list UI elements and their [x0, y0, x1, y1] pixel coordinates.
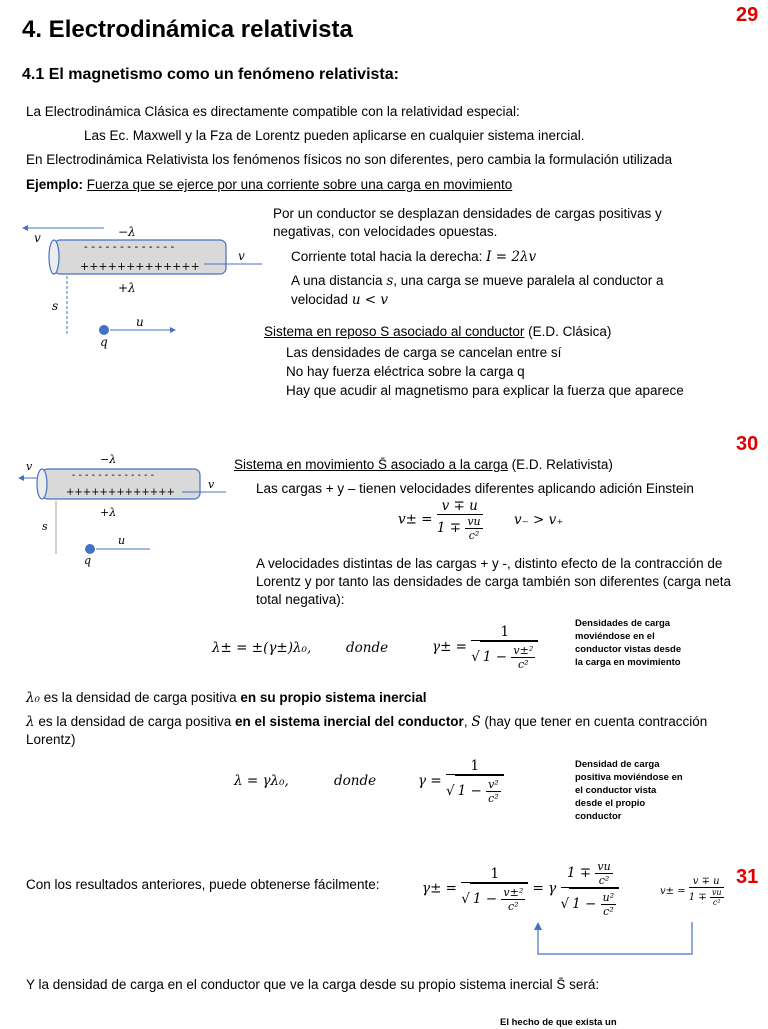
- gamma-pm-den: √ 1 − $\frac{\text{v±²}}{\text{c²}}$: [471, 641, 538, 671]
- result-den2-fraction: [601, 891, 617, 918]
- result-num2-num: vu: [597, 860, 611, 873]
- gamma-pm-den-num: v±²: [513, 644, 534, 657]
- result-one: 1: [461, 866, 528, 883]
- result-num-2: [561, 860, 620, 888]
- gamma-fraction: [446, 758, 504, 805]
- label-v-left: v: [34, 231, 41, 245]
- gamma-den-den: c²: [488, 792, 499, 805]
- label-q: q: [100, 335, 108, 349]
- moving-system-title: Sistema en movimiento S̄ asociado a la carga: [234, 457, 508, 472]
- gamma-pm-den-fraction: [511, 644, 535, 671]
- page-number-29: 29: [736, 4, 759, 26]
- donde-2: donde: [334, 773, 377, 789]
- section-subtitle: 4.1 El magnetismo como un fenómeno relativista:: [22, 66, 399, 83]
- example-label: Ejemplo:: [26, 177, 84, 192]
- velocity-text: velocidad: [291, 292, 349, 307]
- label-v-right: v: [238, 249, 245, 263]
- label-minus-lambda: −λ: [118, 225, 136, 239]
- connector-arrow-head: [534, 922, 542, 930]
- small-den-num: vu: [711, 888, 722, 897]
- vpm-den-fraction: [465, 515, 482, 542]
- result-den-1: √ 1 − $\frac{\text{v±²}}{\text{c²}}$: [461, 883, 528, 913]
- label-minus-lambda-2: −λ: [100, 453, 117, 466]
- connector-line: [538, 922, 692, 954]
- result-den2-a: 1 −: [572, 896, 597, 912]
- lambda0-text: es la densidad de carga positiva: [43, 690, 237, 705]
- gamma-den-fraction: [486, 778, 501, 805]
- vpm-den-num: vu: [467, 515, 481, 528]
- charge-q-2: [85, 544, 95, 554]
- lambda-symbol: λ: [26, 714, 35, 730]
- small-den-fraction: [710, 888, 724, 907]
- gamma-den-num: v²: [488, 778, 499, 791]
- lambda-formula: λ = γλ₀,: [234, 773, 289, 789]
- gamma-pm-den-a: 1 −: [482, 649, 508, 665]
- results-text: Con los resultados anteriores, puede obtenerse fácilmente:: [26, 877, 380, 892]
- small-velocity-formula: [660, 876, 724, 907]
- small-den-a: 1 ∓: [688, 892, 707, 903]
- small-fraction: [689, 876, 724, 907]
- distance-text: A una distancia: [291, 273, 383, 288]
- lambda-line: [26, 713, 756, 749]
- intro-line-1: La Electrodinámica Clásica es directamente compatible con la relatividad especial:: [26, 104, 520, 119]
- current-line: [291, 248, 536, 266]
- distance-text-2: , una carga se mueve paralela al conductor a: [393, 273, 664, 288]
- gamma-pm-lhs: γ± =: [432, 639, 467, 655]
- label-u-2: u: [118, 534, 126, 547]
- small-den-den: c²: [712, 898, 721, 907]
- einstein-text: Las cargas + y – tienen velocidades diferentes aplicando adición Einstein: [256, 481, 694, 496]
- distance-line-text: [291, 272, 663, 290]
- small-den: [689, 888, 724, 907]
- donde-1: donde: [346, 640, 389, 656]
- velocity-compare: v₋ > v₊: [514, 512, 564, 528]
- result-den1-fraction: [501, 886, 525, 913]
- vpm-numerator: v ∓ u: [437, 498, 483, 515]
- gamma-den: √ 1 − $\frac{\text{v²}}{\text{c²}}$: [446, 775, 504, 805]
- result-fraction-2: [561, 860, 620, 918]
- label-v-right-2: v: [208, 478, 215, 491]
- small-num: v ∓ u: [689, 876, 724, 888]
- rest-system-line: [264, 323, 611, 341]
- lambda-pm-formula: λ± = ±(γ±)λ₀,: [212, 640, 312, 656]
- lambda0-symbol: λ₀: [26, 690, 40, 706]
- label-v-left-2: v: [26, 460, 33, 473]
- page-number-30: 30: [736, 433, 759, 455]
- plus-charge-row: +++++++++++++: [80, 260, 200, 273]
- label-plus-lambda-2: +λ: [100, 506, 117, 519]
- rest-system-suffix: (E.D. Clásica): [528, 324, 612, 339]
- result-eq-gamma: = γ: [532, 880, 557, 897]
- rest-item-1: Las densidades de carga se cancelan entre sí: [286, 345, 562, 360]
- charge-q: [99, 325, 109, 335]
- conductor-end-cap: [49, 240, 59, 274]
- distance-var: s: [386, 273, 394, 289]
- velocity-addition-formula: [398, 498, 483, 542]
- rest-item-2: No hay fuerza eléctrica sobre la carga q: [286, 364, 525, 379]
- rest-item-3: Hay que acudir al magnetismo para explicar la fuerza que aparece: [286, 383, 684, 398]
- lambda0-line: [26, 689, 426, 707]
- conductor-end-cap-2: [37, 469, 47, 499]
- result-den2-den: c²: [603, 905, 614, 918]
- result-den-2: √ 1 − $\frac{\text{u²}}{\text{c²}}$: [561, 888, 620, 918]
- current-equation: I = 2λv: [486, 249, 537, 265]
- density-text: Y la densidad de carga en el conductor que ve la carga desde su propio sistema inercial S̄ será:: [26, 977, 600, 992]
- page-title: 4. Electrodinámica relativista: [22, 16, 353, 43]
- conductor-diagram-1: [14, 220, 264, 350]
- vpm-fraction: [437, 498, 483, 542]
- left-arrow-head-2: [18, 475, 24, 481]
- lambda-comma: ,: [463, 714, 468, 729]
- gamma-pm-result-formula: [422, 860, 619, 918]
- cut-note: El hecho de que exista un: [500, 1017, 617, 1028]
- gamma-formula: [418, 758, 504, 805]
- vpm-denominator: [437, 515, 483, 542]
- conductor-description: Por un conductor se desplazan densidades de cargas positivas y negativas, con velocidades opuestas.: [273, 206, 662, 239]
- lambda-text: es la densidad de carga positiva: [38, 714, 232, 729]
- conductor-diagram-2: [12, 450, 227, 570]
- result-num2-a: 1 ∓: [566, 865, 592, 881]
- lambda-s: S: [471, 714, 481, 730]
- result-den1-a: 1 −: [472, 890, 498, 907]
- result-den1-num: v±²: [503, 885, 524, 899]
- gamma-pm-den-den: c²: [518, 658, 529, 671]
- left-arrow-head: [22, 225, 28, 231]
- label-s: s: [52, 299, 59, 313]
- note-moving-densities: Densidades de carga moviéndose en el conductor vistas desde la carga en movimiento: [575, 618, 682, 668]
- minus-charge-row-2: - - - - - - - - - - - - -: [72, 470, 155, 481]
- result-num2-den: c²: [598, 874, 610, 887]
- result-den1-den: c²: [508, 899, 519, 913]
- plus-charge-row-2: +++++++++++++: [66, 487, 175, 498]
- label-plus-lambda: +λ: [118, 281, 136, 295]
- label-q-2: q: [84, 554, 92, 567]
- note-positive-density: Densidad de carga positiva moviéndose en el conductor vista desde el propio conductor: [575, 759, 683, 822]
- intro-line-3: En Electrodinámica Relativista los fenómenos físicos no son diferentes, pero cambia la formulación utilizada: [26, 152, 673, 167]
- label-s-2: s: [42, 520, 48, 533]
- moving-system-suffix: (E.D. Relativista): [511, 457, 613, 472]
- intro-line-2: Las Ec. Maxwell y la Fza de Lorentz pueden aplicarse en cualquier sistema inercial.: [84, 128, 585, 143]
- result-gamma-lhs: γ± =: [422, 880, 457, 897]
- result-fraction-1: [461, 866, 528, 913]
- vpm-den-a: 1 ∓: [436, 520, 462, 536]
- lambda-tail: (hay que tener en cuenta contracción Lorentz): [26, 714, 708, 747]
- example-line: [26, 176, 512, 194]
- gamma-pm-fraction: [471, 624, 538, 671]
- example-text: Fuerza que se ejerce por una corriente sobre una carga en movimiento: [86, 177, 513, 192]
- gamma-lhs: γ =: [418, 773, 442, 789]
- current-text: Corriente total hacia la derecha:: [291, 249, 483, 264]
- gamma-pm-formula: [432, 624, 538, 671]
- lambda-bold: en el sistema inercial del conductor: [234, 714, 464, 729]
- result-den2-num: u²: [602, 891, 615, 904]
- gamma-one: 1: [446, 758, 504, 775]
- label-u: u: [136, 315, 144, 329]
- contraction-text: A velocidades distintas de las cargas + y -, distinto efecto de la contracción de Lorentz y por tanto las densidades de carga también son diferentes (carga neta total negativa):: [256, 556, 732, 607]
- gamma-pm-one: 1: [471, 624, 538, 641]
- lambda0-bold: en su propio sistema inercial: [240, 690, 427, 705]
- moving-system-line: [234, 456, 613, 474]
- velocity-equation: u < v: [351, 292, 389, 308]
- result-num2-fraction: [595, 860, 612, 887]
- page-number-31: 31: [736, 866, 759, 888]
- charge-arrow-head: [170, 327, 176, 333]
- vpm-den-den: c²: [468, 529, 480, 542]
- minus-charge-row: - - - - - - - - - - - - -: [84, 240, 175, 253]
- connector-arrow: [528, 918, 696, 958]
- gamma-den-a: 1 −: [457, 783, 482, 799]
- small-lhs: v± =: [660, 886, 686, 897]
- rest-system-title: Sistema en reposo S asociado al conductor: [264, 324, 525, 339]
- vpm-lhs: v± =: [398, 511, 433, 528]
- velocity-line: [291, 291, 388, 309]
